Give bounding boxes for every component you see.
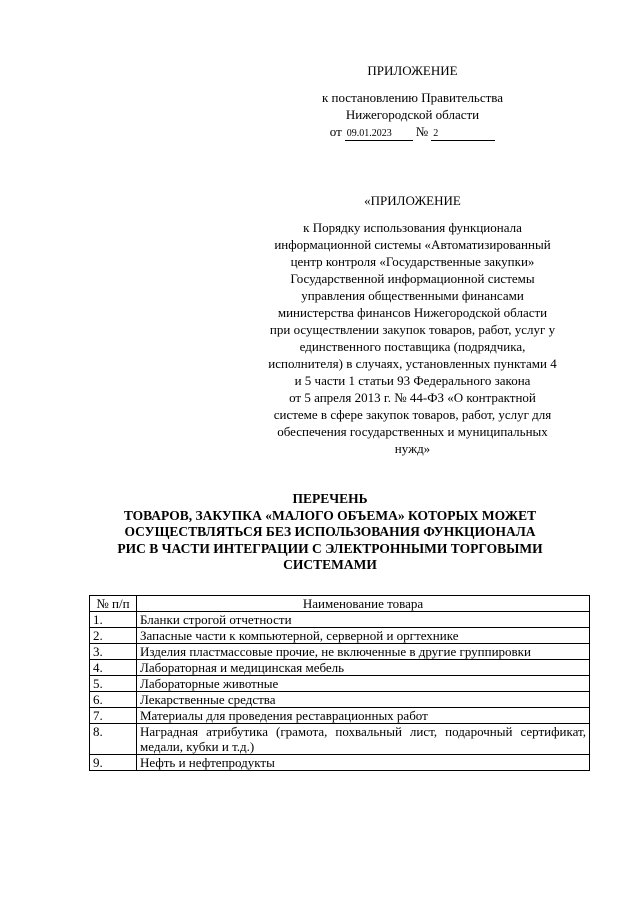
row-number: 5. xyxy=(90,676,137,692)
table-row xyxy=(90,644,590,660)
inner-appendix-line: системе в сфере закупок товаров, работ, услуг для xyxy=(273,407,552,422)
number-field: 2 xyxy=(431,128,495,141)
row-name: Бланки строгой отчетности xyxy=(137,612,590,628)
row-number: 6. xyxy=(90,692,137,708)
row-number: 3. xyxy=(90,644,137,660)
table-row xyxy=(90,724,590,755)
row-number: 1. xyxy=(90,612,137,628)
inner-appendix-line: при осуществлении закупок товаров, работ, услуг у xyxy=(269,322,556,337)
row-number: 9. xyxy=(90,755,137,771)
table-row xyxy=(90,676,590,692)
row-number: 8. xyxy=(90,724,137,755)
inner-appendix-line: к Порядку использования функционала xyxy=(303,220,522,235)
inner-appendix-line: Государственной информационной системы xyxy=(290,271,535,286)
list-title-line: ПЕРЕЧЕНЬ xyxy=(292,491,368,506)
row-name: Нефть и нефтепродукты xyxy=(137,755,590,771)
from-label: от xyxy=(329,124,342,139)
inner-appendix-line: нужд» xyxy=(394,441,431,456)
inner-appendix xyxy=(240,192,585,457)
row-number: 4. xyxy=(90,660,137,676)
inner-appendix-line: и 5 части 1 статьи 93 Федерального закона xyxy=(294,373,531,388)
goods-table xyxy=(89,595,590,771)
inner-appendix-line: управления общественными финансами xyxy=(301,288,524,303)
table-header-row xyxy=(90,596,590,612)
inner-appendix-line: от 5 апреля 2013 г. № 44-ФЗ «О контрактной xyxy=(289,390,536,405)
table-row xyxy=(90,692,590,708)
list-title-line: СИСТЕМАМИ xyxy=(283,557,377,572)
row-name: Наградная атрибутика (грамота, похвальный лист, подарочный сертификат, медали, кубки и т.д.) xyxy=(137,724,590,755)
date-number-line xyxy=(240,123,585,141)
inner-appendix-line: информационной системы «Автоматизированный xyxy=(274,237,551,252)
appendix-line-2: Нижегородской области xyxy=(345,107,480,122)
row-name: Изделия пластмассовые прочие, не включенные в другие группировки xyxy=(137,644,590,660)
inner-appendix-text xyxy=(240,219,585,457)
table-row xyxy=(90,612,590,628)
row-number: 2. xyxy=(90,628,137,644)
header-name: Наименование товара xyxy=(137,596,590,612)
list-title-line: ТОВАРОВ, ЗАКУПКА «МАЛОГО ОБЪЕМА» КОТОРЫХ МОЖЕТ xyxy=(123,507,537,523)
row-name: Лабораторная и медицинская мебель xyxy=(137,660,590,676)
list-title xyxy=(90,491,570,574)
appendix-header xyxy=(240,62,585,141)
inner-appendix-line: единственного поставщика (подрядчика, xyxy=(299,339,526,354)
appendix-title: ПРИЛОЖЕНИЕ xyxy=(367,63,458,78)
table-row xyxy=(90,660,590,676)
row-name: Материалы для проведения реставрационных работ xyxy=(137,708,590,724)
row-name: Лекарственные средства xyxy=(137,692,590,708)
inner-appendix-line: центр контроля «Государственные закупки» xyxy=(290,254,535,269)
row-name: Запасные части к компьютерной, серверной и оргтехнике xyxy=(137,628,590,644)
table-row xyxy=(90,628,590,644)
table-row xyxy=(90,755,590,771)
number-label: № xyxy=(415,124,429,139)
inner-appendix-line: обеспечения государственных и муниципальных xyxy=(277,424,548,439)
inner-appendix-line: исполнителя) в случаях, установленных пунктами 4 xyxy=(268,356,557,371)
header-num: № п/п xyxy=(90,596,137,612)
date-field: 09.01.2023 xyxy=(345,128,413,141)
inner-appendix-title: «ПРИЛОЖЕНИЕ xyxy=(364,193,461,208)
appendix-line-1: к постановлению Правительства xyxy=(321,90,504,105)
inner-appendix-line: министерства финансов Нижегородской области xyxy=(277,305,548,320)
list-title-line: РИС В ЧАСТИ ИНТЕГРАЦИИ С ЭЛЕКТРОННЫМИ ТОРГОВЫМИ xyxy=(117,540,543,556)
row-number: 7. xyxy=(90,708,137,724)
list-title-line: ОСУЩЕСТВЛЯТЬСЯ БЕЗ ИСПОЛЬЗОВАНИЯ ФУНКЦИОНАЛА xyxy=(124,524,536,539)
row-name: Лабораторные животные xyxy=(137,676,590,692)
table-row xyxy=(90,708,590,724)
